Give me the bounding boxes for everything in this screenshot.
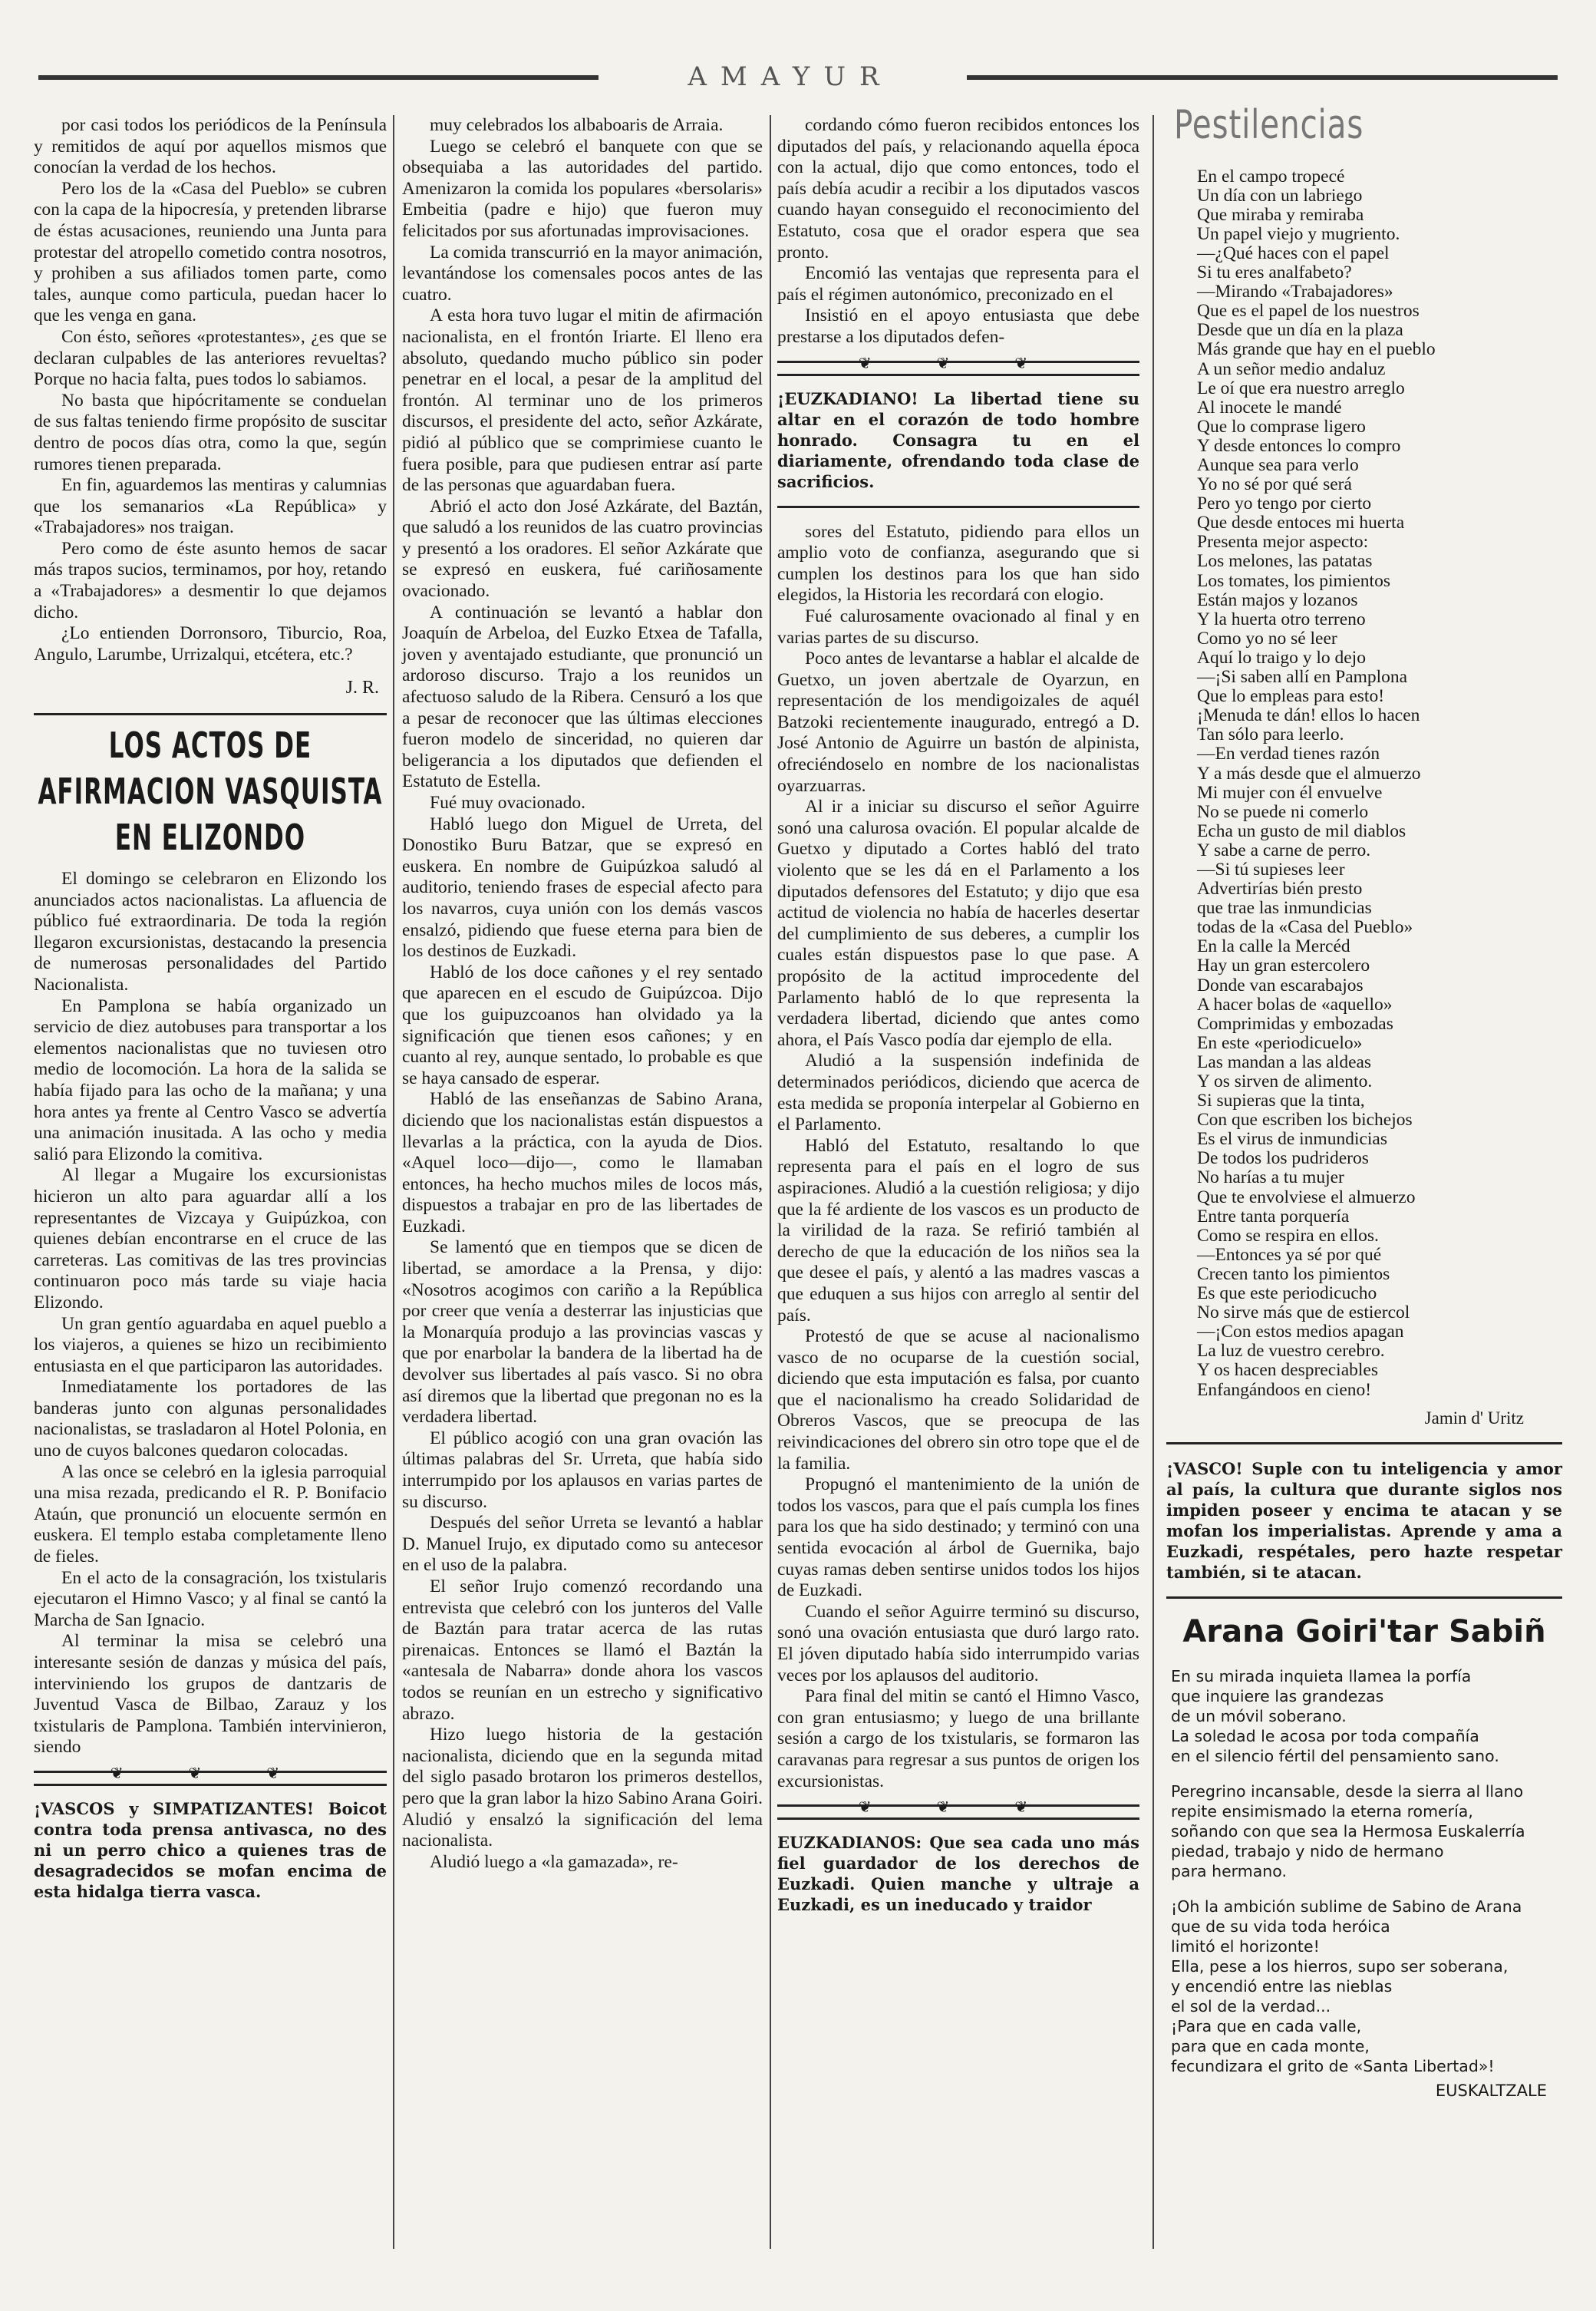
verse-line: y encendió entre las nieblas: [1171, 1976, 1393, 1996]
poem-line: La luz de vuestro cerebro.: [1197, 1341, 1385, 1362]
paragraph: Hizo luego historia de la gestación nacionalista, diciendo que en la segunda mitad del siglo pasado brotaron los primeros destellos, pero que la gran labor la hizo Sabino Arana Goiri. Aludió y ensalzó la significación del lema nacionalista.: [402, 1725, 763, 1851]
paragraph: Con ésto, señores «protestantes», ¿es que se declaran culpables de las anteriores revueltas? Porque no hacia falta, pues todos lo sabiamos.: [34, 326, 387, 390]
poem-line: Que te envolviese el almuerzo: [1197, 1187, 1416, 1207]
poem-line: Aunque sea para verlo: [1197, 455, 1359, 475]
tribute-verse: [1171, 1666, 1562, 2076]
poem-line: Crecen tanto los pimientos: [1197, 1263, 1390, 1284]
article-headline: LOS ACTOS DE AFIRMACION VASQUISTA EN ELIZONDO: [38, 725, 383, 860]
paragraph: Aludió luego a «la gamazada», re-: [430, 1851, 678, 1872]
poem-line: No harías a tu mujer: [1197, 1167, 1344, 1188]
poem-line: todas de la «Casa del Pueblo»: [1197, 917, 1413, 938]
poem-line: Un papel viejo y mugriento.: [1197, 223, 1400, 244]
tribute-signature: EUSKALTZALE: [1435, 2081, 1547, 2100]
paragraph: Poco antes de levantarse a hablar el alcalde de Guetxo, un joven abertzale de Oyarzun, en representación de los mendigoizales de aquél Batzoki recientemente inaugurado, entregó a D. José Antonio de Aguirre un bastón de alpinista, ofreciéndoselo en nombre de los nacionalistas oyarzuarras.: [777, 649, 1139, 796]
poem-line: —Entonces ya sé por qué: [1197, 1244, 1382, 1265]
poem-line: Y la huerta otro terreno: [1197, 609, 1366, 629]
paragraph: Luego se celebró el banquete con que se obsequiaba a las autoridades del partido. Amenizaron la comida los populares «bersolaris» Embeitia (padre e hijo) que fueron muy felicitados por sus afortunadas improvisaciones.: [402, 136, 763, 241]
masthead-rule-right: [967, 75, 1558, 80]
poem-line: —En verdad tienes razón: [1197, 744, 1380, 764]
poem-line: Y desde entonces lo compro: [1197, 435, 1401, 456]
paragraph: Aludió a la suspensión indefinida de determinados periódicos, diciendo que acerca de esta medida se proponía interpelar al Gobierno en el Parlamento.: [777, 1051, 1139, 1135]
paragraph: Habló de los doce cañones y el rey sentado que aparecen en el escudo de Guipúzcoa. Dijo que los guipuzcoanos han olvidado ya la significación que tienen esos cañones; y en cuanto al rey, aunque sentado, lo probable es que se haya cansado de esperar.: [402, 962, 763, 1088]
verse-line: soñando con que sea la Hermosa Euskalerría: [1171, 1821, 1525, 1841]
masthead: [38, 61, 1558, 92]
poem-line: Presenta mejor aspecto:: [1197, 532, 1369, 553]
verse-line: limitó el horizonte!: [1171, 1936, 1320, 1956]
poem-line: Las mandan a las aldeas: [1197, 1052, 1372, 1072]
boxed-notice: ¡EUZKADIANO! La libertad tiene su altar en el corazón de todo hombre honrado. Consagra tu en el diariamente, ofrendando toda clase de sacrificios.: [777, 388, 1139, 491]
poem-line: Y os hacen despreciables: [1197, 1360, 1378, 1381]
verse-line: ¡Oh la ambición sublime de Sabino de Arana: [1171, 1897, 1522, 1916]
poem-line: Echa un gusto de mil diablos: [1197, 820, 1406, 841]
poem-line: Un día con un labriego: [1197, 185, 1363, 206]
poem-line: No se puede ni comerlo: [1197, 801, 1369, 822]
poem-line: Si tu eres analfabeto?: [1197, 262, 1352, 283]
paragraph: Abrió el acto don José Azkárate, del Baztán, que saludó a los reunidos de las cuatro provincias y presentó a los oradores. El señor Azkárate que se expresó en euskera, fué cariñosamente ovacionado.: [402, 496, 763, 602]
column-3: [777, 115, 1139, 1924]
paragraph: por casi todos los periódicos de la Península y remitidos de aquí por aquellos mismos que conocían la verdad de los hechos.: [34, 115, 387, 178]
verse-line: fecundizara el grito de «Santa Libertad»!: [1171, 2056, 1495, 2075]
paragraph: El público acogió con una gran ovación las últimas palabras del Sr. Urreta, que había sido interrumpido por los aplausos en varias partes de su discurso.: [402, 1428, 763, 1512]
poem-line: Entre tanta porquería: [1197, 1206, 1350, 1226]
paragraph: En fin, aguardemos las mentiras y calumnias que los semanarios «La República» y «Trabajadores» nos traigan.: [34, 475, 387, 538]
paragraph: Encomió las ventajas que representa para el país el régimen autonómico, preconizado en el: [777, 263, 1139, 305]
column-1: [34, 115, 387, 1911]
poem-line: Y a más desde que el almuerzo: [1197, 763, 1421, 784]
poem-line: A hacer bolas de «aquello»: [1197, 994, 1393, 1015]
paragraph: Cuando el señor Aguirre terminó su discurso, sonó una ovación entusiasta que duró largo rato. El jóven diputado había sido interrumpido varias veces por los aplausos del auditorio.: [777, 1601, 1139, 1685]
boxed-notice: EUZKADIANOS: Que sea cada uno más fiel guardador de los derechos de Euzkadi. Quien manche y ultraje a Euzkadi, es un ineducado y traidor: [777, 1833, 1139, 1915]
poem-line: En la calle la Mercéd: [1197, 936, 1350, 957]
poem-line: Que desde entoces mi huerta: [1197, 513, 1405, 533]
verse-line: para hermano.: [1171, 1861, 1287, 1880]
boxed-notice: ¡VASCO! Suple con tu inteligencia y amor al país, la cultura que durante siglos nos impiden poseer y encima te atacan y se mofan los imperialistas. Aprende y ama a Euzkadi, respétales, pero hazte respetar también, si te atacan.: [1166, 1459, 1562, 1583]
poem-line: Que lo comprase ligero: [1197, 416, 1366, 437]
paragraph: Fué muy ovacionado.: [430, 793, 585, 813]
poem-line: Si supieras que la tinta,: [1197, 1091, 1365, 1111]
verse-line: En su mirada inquieta llamea la porfía: [1171, 1666, 1472, 1685]
poem-line: que trae las inmundicias: [1197, 898, 1372, 919]
verse-line: repite ensimismado la eterna romería,: [1171, 1801, 1473, 1821]
poem-line: Más grande que hay en el pueblo: [1197, 339, 1436, 360]
verse-line: Ella, pese a los hierros, supo ser soberana,: [1171, 1956, 1509, 1976]
poem-line: Enfangándoos en cieno!: [1197, 1379, 1372, 1400]
poem-line: Mi mujer con él envuelve: [1197, 782, 1383, 803]
article-body: [34, 869, 387, 1758]
poem-line: No sirve más que de estiercol: [1197, 1302, 1410, 1323]
poem-line: Como se respira en ellos.: [1197, 1225, 1379, 1246]
verse-line: ¡Para que en cada valle,: [1171, 2016, 1362, 2035]
poem-line: En este «periodicuelo»: [1197, 1032, 1363, 1053]
paragraph: Insistió en el apoyo entusiasta que debe prestarse a los diputados defen-: [777, 305, 1139, 347]
paragraph: cordando cómo fueron recibidos entonces los diputados del país, y relacionando aquella época con la actual, dijo que como entonces, todo el país debía acudir a recibir a los diputados vascos cuando hayan conseguido el reconocimiento del Estatuto, cosa que el orador espera que sea pronto.: [777, 115, 1139, 262]
ornament-divider: [777, 1804, 1139, 1820]
verse-line: de un móvil soberano.: [1171, 1706, 1347, 1725]
column-divider: [1152, 115, 1154, 2249]
paragraph: En el acto de la consagración, los txistularis ejecutaron el Himno Vasco; y al final se cantó la Marcha de San Ignacio.: [34, 1567, 387, 1630]
poem-line: Y os sirven de alimento.: [1197, 1071, 1373, 1091]
ornament-divider: [34, 1771, 387, 1786]
masthead-rule-left: [38, 75, 598, 80]
paragraph: Después del señor Urreta se levantó a hablar D. Manuel Irujo, ex diputado como su antecesor en el uso de la palabra.: [402, 1513, 763, 1576]
paragraph: Habló del Estatuto, resaltando lo que representa para el país en el logro de sus aspiraciones. Aludió a la cuestión religiosa; y dijo que la fé ardiente de los vascos es un producto de la virilidad de la raza. Se refirió también al derecho de que la educación de los niños sea la que desee el país, y alentó a las madres vascas a que eduquen a sus hijos con arreglo al sentir del país.: [777, 1135, 1139, 1326]
poem-line: Y sabe a carne de perro.: [1197, 840, 1371, 860]
poem-line: Como yo no sé leer: [1197, 628, 1337, 649]
boxed-notice: ¡VASCOS y SIMPATIZANTES! Boicot contra toda prensa antivasca, no des ni un perro chico a quienes tras de desagradecidos se mofan encima de esta hidalga tierra vasca.: [34, 1798, 387, 1901]
paragraph: En Pamplona se había organizado un servicio de diez autobuses para transportar a los elementos nacionalistas que no tuviesen otro medio de locomoción. La hora de la salida se había fijado para las ocho de la mañana; y una hora antes ya frente al Centro Vasco se advertía una animación inusitada. A las ocho y media salió para Elizondo la comitiva.: [34, 995, 387, 1164]
verse-line: que inquiere las grandezas: [1171, 1686, 1384, 1705]
section-rule: [1166, 1442, 1562, 1444]
section-rule: [1166, 1596, 1562, 1599]
poem-line: —Si tú supieses leer: [1197, 859, 1345, 880]
paragraph: Inmediatamente los portadores de las banderas junto con algunas personalidades nacionalistas, se trasladaron al Hotel Polonia, en uno de cuyos balcones quedaron colocadas.: [34, 1377, 387, 1461]
poem-line: Los melones, las patatas: [1197, 551, 1373, 572]
section-rule: [777, 506, 1139, 508]
paragraph: El señor Irujo comenzó recordando una entrevista que celebró con los junteros del Valle de Baztán para tratar acerca de las rutas pirenaicas. Entonces se llamó el Baztán la «antesala de Nabarra» donde ahora los vascos todos se reunían en un estrecho y significativo abrazo.: [402, 1576, 763, 1724]
tribute-title: Arana Goiri'tar Sabiñ: [1182, 1614, 1546, 1650]
verse-line: piedad, trabajo y nido de hermano: [1171, 1841, 1444, 1860]
article-body: [777, 522, 1139, 1793]
verse-line: en el silencio fértil del pensamiento sano.: [1171, 1746, 1499, 1765]
poem-line: Que miraba y remiraba: [1197, 204, 1364, 225]
verse-line: La soledad le acosa por toda compañía: [1171, 1726, 1479, 1745]
poem-line: Tan sólo para leerlo.: [1197, 725, 1344, 745]
paragraph: La comida transcurrió en la mayor animación, levantándose los comensales pocos antes de las cuatro.: [402, 242, 763, 305]
author-signature: J. R.: [345, 678, 379, 698]
paragraph: muy celebrados los albaboaris de Arraia.: [430, 115, 724, 135]
poem-line: Que lo empleas para esto!: [1197, 686, 1385, 707]
verse-line: que de su vida toda heróica: [1171, 1916, 1390, 1936]
verse-line: para que en cada monte,: [1171, 2036, 1370, 2055]
poem-line: Es el virus de inmundicias: [1197, 1129, 1388, 1150]
section-rule: [34, 713, 387, 715]
paragraph: Pero como de éste asunto hemos de sacar más trapos sucios, terminamos, por hoy, retando a «Trabajadores» a desmentir lo que dejamos dicho.: [34, 538, 387, 622]
paragraph: Al terminar la misa se celebró una interesante sesión de danzas y música del país, interviniendo los grupos de dantzaris de Juventud Vasca de Bilbao, Zarauz y los txistularis de Pamplona. También intervinieron, siendo: [34, 1631, 387, 1758]
column-2: [402, 115, 763, 1873]
paragraph: Habló de las enseñanzas de Sabino Arana, diciendo que los nacionalistas están dispuestos a llevarlas a la práctica, con la ayuda de Dios. «Aquel loco—dijo—, como le llamaban entonces, ha hecho muchos miles de locos más, dispuestos a trabajar en pro de las libertades de Euzkadi.: [402, 1089, 763, 1236]
paragraph: Al llegar a Mugaire los excursionistas hicieron un alto para aguardar allí a los representantes de Vizcaya y Guipúzkoa, con quienes debían encontrarse en el cruce de las carreteras. Las comitivas de las tres provincias continuaron poco más tarde su viaje hacia Elizondo.: [34, 1165, 387, 1312]
paragraph: Para final del mitin se cantó el Himno Vasco, con gran entusiasmo; y luego de una brillante sesión a cargo de los txistularis, se formaron las caravanas para regresar a sus puntos de origen los excursionistas.: [777, 1686, 1139, 1791]
poem-line: Están majos y lozanos: [1197, 589, 1358, 610]
poem-line: —¿Qué haces con el papel: [1197, 243, 1390, 263]
poem-line: —¡Con estos medios apagan: [1197, 1322, 1404, 1342]
column-4: [1166, 102, 1562, 2101]
poem-line: ¡Menuda te dán! ellos lo hacen: [1197, 705, 1420, 726]
paragraph: sores del Estatuto, pidiendo para ellos un amplio voto de confianza, asegurando que si cumplen los destinos para los que han sido elegidos, la Historia les recordará con elogio.: [777, 521, 1139, 606]
paragraph: El domingo se celebraron en Elizondo los anunciados actos nacionalistas. La afluencia de público fué extraordinaria. De toda la región llegaron excursionistas, destacando la presencia de numerosas personalidades del Partido Nacionalista.: [34, 869, 387, 995]
paragraph: ¿Lo entienden Dorronsoro, Tiburcio, Roa, Angulo, Larumbe, Urrizalqui, etcétera, etc.?: [34, 623, 387, 665]
poem-line: —Mirando «Trabajadores»: [1197, 282, 1393, 302]
poem-line: Le oí que era nuestro arreglo: [1197, 378, 1405, 398]
poem-line: A un señor medio andaluz: [1197, 358, 1386, 379]
column-divider: [393, 115, 394, 2249]
poem-line: Donde van escarabajos: [1197, 975, 1364, 995]
column-divider: [770, 115, 771, 2249]
poem-line: Yo no sé por qué será: [1197, 474, 1352, 495]
paragraph: Propugnó el mantenimiento de la unión de todos los vascos, para que el país cumpla los fines para los que ha sido destinado; y terminó con una sentida evocación al árbol de Guernika, bajo cuyas ramas deben sentirse unidos todos los hijos de Euzkadi.: [777, 1474, 1139, 1601]
poem-line: Es que este periodicucho: [1197, 1283, 1377, 1304]
paragraph: Se lamentó que en tiempos que se dicen de libertad, se amordace a la Prensa, y dijo: «Nosotros acogimos con cariño a la República por creer que venía a desterrar las injusticias que la Monarquía produjo a las provincias vascas y que por enarbolar la bandera de la libertad ha de devolver sus libertades al país vasco. Si no obra así diremos que la libertad que pregonan no es la verdadera libertad.: [402, 1237, 763, 1428]
paragraph: Fué calurosamente ovacionado al final y en varias partes de su discurso.: [777, 606, 1139, 648]
paragraph: No basta que hipócritamente se conduelan de sus faltas teniendo firme propósito de suscitar dentro de pocos días otra, como la que, según rumores tienen preparada.: [34, 390, 387, 474]
poem-title: Pestilencias: [1174, 102, 1364, 148]
paragraph: Pero los de la «Casa del Pueblo» se cubren con la capa de la hipocresía, y pretenden librarse de éstas acusaciones, reuniendo una Junta para protestar del atropello cometido contra nosotros, y prohiben a sus afiliados tomen parte, como tales, aunque como particula, puedan hacer lo que les venga en gana.: [34, 178, 387, 326]
poem: [1197, 167, 1562, 1400]
paragraph: A continuación se levantó a hablar don Joaquín de Arbeloa, del Euzko Etxea de Tafalla, joven y aventajado estudiante, que pronunció un ardoroso discurso. Trajo a los reunidos un afectuoso saludo de la Ribera. Censuró a los que a pesar de reconocer que las últimas elecciones fueron modelo de sinceridad, no quieren dar beligerancia a los diputados que defienden el Estatuto de Estella.: [402, 602, 763, 792]
verse-line: el sol de la verdad...: [1171, 1996, 1331, 2016]
poem-line: Hay un gran estercolero: [1197, 956, 1370, 976]
poem-line: De todos los pudrideros: [1197, 1148, 1369, 1169]
paragraph: A esta hora tuvo lugar el mitin de afirmación nacionalista, en el frontón Iriarte. El lleno era absoluto, quedando mucho público sin poder penetrar en el local, a pesar de la amplitud del frontón. Al terminar uno de los primeros discursos, el presidente del acto, señor Azkárate, pidió al público que se comprimiese cuanto le fuera posible, para que pudiesen entrar así parte de las personas que aguardaban fuera.: [402, 305, 763, 496]
poem-line: Con que escriben los bichejos: [1197, 1110, 1413, 1131]
verse-line: Peregrino incansable, desde la sierra al llano: [1171, 1781, 1524, 1801]
paragraph: A las once se celebró en la iglesia parroquial una misa rezada, predicando el R. P. Bonifacio Ataún, que pronunció un elocuente sermón en euskera. El templo estaba completamente lleno de fieles.: [34, 1461, 387, 1567]
paragraph: Habló luego don Miguel de Urreta, del Donostiko Buru Batzar, que se expresó en euskera. En nombre de Guipúzkoa saludó al auditorio, teniendo frases de especial afecto para los navarros, cuya unión con los demás vascos ensalzó, pidiendo que fuese eterna para bien de los destinos de Euzkadi.: [402, 814, 763, 962]
paragraph: Protestó de que se acuse al nacionalismo vasco de no ocuparse de la cuestión social, diciendo que esta imputación es falsa, por cuanto que el nacionalismo ha creado Solidaridad de Obreros Vascos, que se preocupa de las reivindicaciones del obrero sin otro tope que el de la familia.: [777, 1326, 1139, 1474]
poem-line: Que es el papel de los nuestros: [1197, 301, 1420, 322]
article-body-top: [777, 115, 1139, 348]
poem-line: En el campo tropecé: [1197, 166, 1345, 187]
newspaper-name: AMAYUR: [688, 61, 893, 92]
ornament-divider: [777, 361, 1139, 376]
article-body: [402, 115, 763, 1873]
poem-line: Al inocete le mandé: [1197, 397, 1342, 418]
paragraph: Un gran gentío aguardaba en aquel pueblo a los viajeros, a quienes se hizo un recibimiento entusiasta en el que participaron las autoridades.: [34, 1313, 387, 1376]
poem-line: Pero yo tengo por cierto: [1197, 494, 1372, 514]
poem-line: Los tomates, los pimientos: [1197, 570, 1390, 591]
poem-line: Desde que un día en la plaza: [1197, 320, 1403, 341]
poem-signature: Jamin d' Uritz: [1424, 1408, 1524, 1428]
article-continuation: [34, 115, 387, 665]
poem-line: Advertirías bién presto: [1197, 879, 1363, 900]
poem-line: Comprimidas y embozadas: [1197, 1013, 1393, 1034]
poem-line: Aquí lo traigo y lo dejo: [1197, 647, 1366, 668]
poem-line: —¡Si saben allí en Pamplona: [1197, 667, 1408, 688]
paragraph: Al ir a iniciar su discurso el señor Aguirre sonó una calurosa ovación. El popular alcalde de Guetxo y diputado a Cortes habló del trato violento que se les dá en el Parlamento a los diputados defensores del Estatuto; y dijo que esa actitud de violencia no había de hacerles desertar del cumplimiento de sus deberes, a cumplir los cuales están dispuestos pase lo que pase. A propósito de la actitud improcedente del Parlamento habló de lo que representa la verdadera libertad, diciendo que antes como ahora, el País Vasco podía dar ejemplo de ella.: [777, 797, 1139, 1050]
